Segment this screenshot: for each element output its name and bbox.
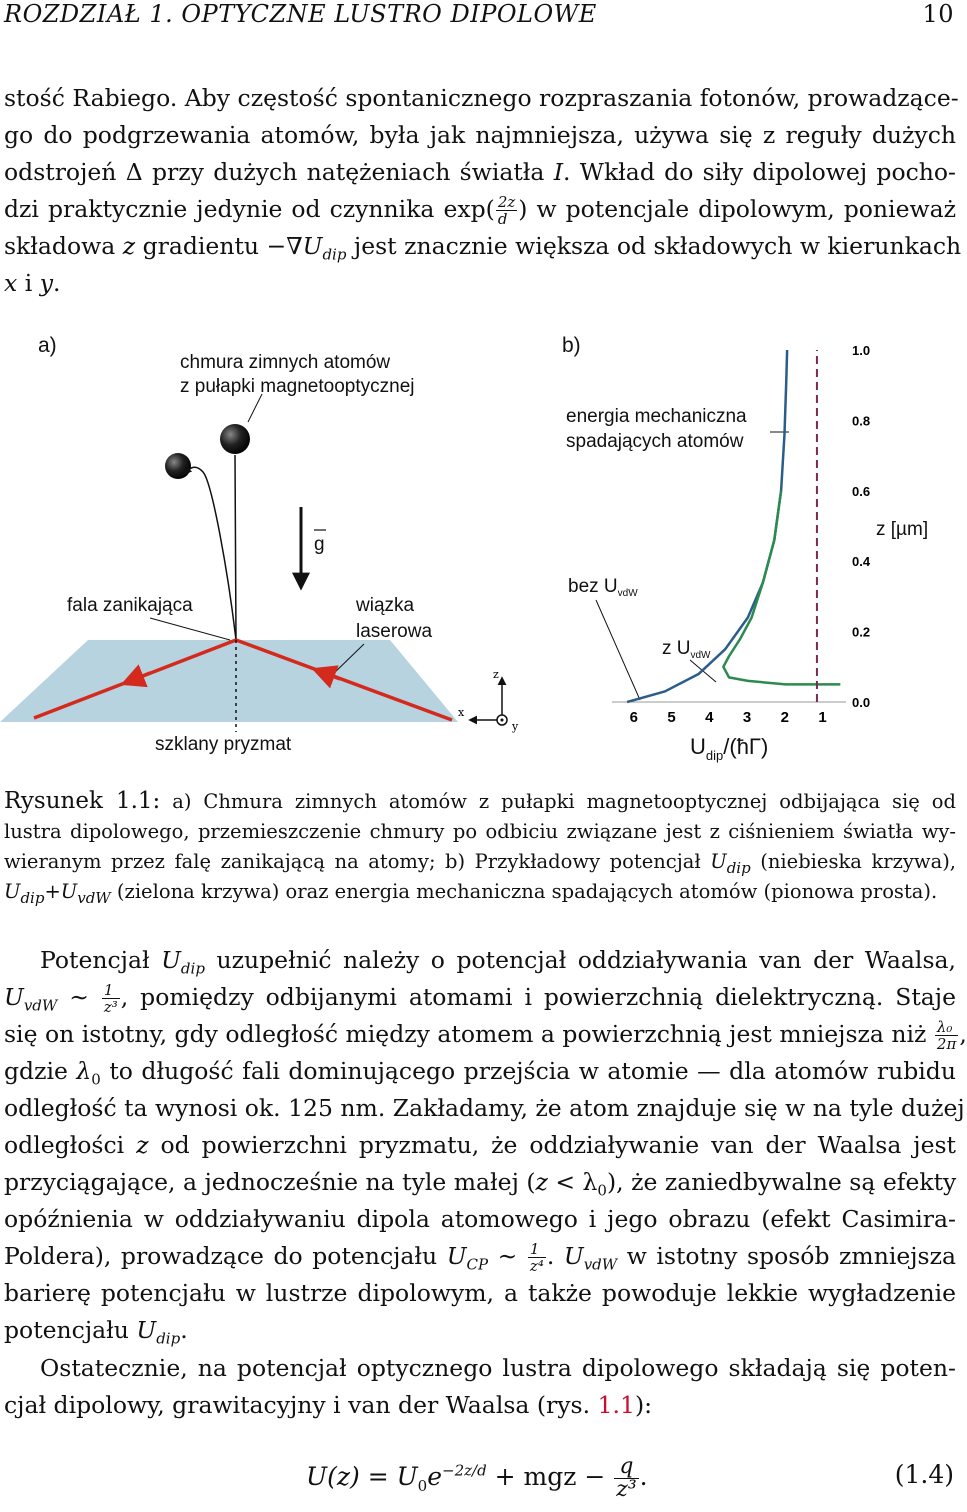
- body-line-8: opóźnienia w oddziaływaniu dipola atomowego i jego obrazu (efekt Casimira-: [4, 1205, 956, 1233]
- intro-line-2: go do podgrzewania atomów, była jak najmniejsza, używa się z reguły dużych: [4, 121, 956, 149]
- text-run: (zielona krzywa) oraz energia mechaniczna spadających atomów (pionowa prosta).: [110, 880, 938, 903]
- delta-symbol: Δ: [125, 158, 143, 186]
- text-run: Potencjał: [40, 946, 162, 974]
- eq-middle: + mgz −: [486, 1462, 614, 1491]
- math-subscript: 0: [597, 1181, 607, 1200]
- text-run: przy dużych natężeniach światła: [142, 158, 554, 186]
- without-vdw-text: bez U: [568, 576, 618, 597]
- energy-label-line-1: energia mechaniczna: [566, 406, 747, 427]
- fraction-numerator: 2z: [497, 193, 516, 211]
- y-tick-label: 0.4: [852, 554, 871, 570]
- body-p2-line-1: Ostatecznie, na potencjał optycznego lustra dipolowego składają się poten-: [40, 1354, 956, 1382]
- body-line-6: [4, 1127, 956, 1164]
- text-run: jest znacznie większa od składowych w kierunkach: [346, 232, 962, 260]
- math-subscript: dip: [322, 245, 347, 264]
- body-paragraph-1: [4, 942, 967, 1349]
- fraction-denominator: z³: [103, 998, 118, 1016]
- caption-line-4: [4, 877, 956, 907]
- text-run: składowa: [4, 232, 123, 260]
- x-axis-title-main: U: [690, 734, 706, 759]
- panel-a-label: a): [38, 334, 57, 357]
- laser-beam-label-1: wiązka: [356, 595, 415, 616]
- math-var: y: [39, 269, 54, 297]
- intro-line-3: [4, 154, 956, 191]
- y-tick-label: 0.2: [852, 624, 871, 640]
- eq-exponent: −2z/d: [442, 1461, 487, 1480]
- figure-caption: [4, 786, 956, 907]
- math-subscript: 0: [91, 1070, 101, 1089]
- figure-1-1: [0, 322, 960, 772]
- with-vdw-sub: vdW: [690, 650, 711, 661]
- fraction: [935, 1019, 958, 1052]
- atom-cloud-ball: [220, 424, 250, 454]
- caption-line-3: [4, 847, 956, 877]
- text-run: cjał dipolowy, grawitacyjny i van der Waalsa (rys.: [4, 1391, 598, 1419]
- cloud-fall-line: [235, 455, 236, 640]
- with-vdw-text: z U: [662, 638, 691, 659]
- axis-y-label: y: [512, 720, 519, 733]
- text-run: odstrojeń: [4, 158, 126, 186]
- caption-lead: Rysunek 1.1:: [4, 788, 161, 814]
- y-tick-label: 0.6: [852, 483, 871, 499]
- intro-line-5: [4, 228, 962, 265]
- fraction: [528, 1241, 546, 1274]
- text-run: ):: [634, 1391, 653, 1419]
- text-run: to długość fali dominującego przejścia w atomie — dla atomów rubidu: [100, 1057, 956, 1085]
- y-tick-label: 0.0: [852, 695, 871, 710]
- intro-line-1: stość Rabiego. Aby częstość spontanicznego rozpraszania fotonów, prowadzące-: [4, 84, 959, 112]
- text-run: (niebieska krzywa),: [750, 850, 956, 873]
- atom-cloud-reflected: [165, 453, 191, 479]
- text-run: ,: [959, 1020, 967, 1048]
- fraction: [102, 982, 120, 1015]
- caption-line-2: lustra dipolowego, przemieszczenie chmury po odbiciu związane jest z ciśnieniem światła wy-: [4, 820, 956, 843]
- eq-lhs: U(z) = U: [306, 1462, 418, 1491]
- math-subscript: dip: [20, 888, 45, 907]
- page-number: 10: [922, 0, 954, 28]
- fraction-numerator: q: [614, 1456, 638, 1479]
- text-run: ) w potencjale dipolowym, ponieważ: [518, 195, 956, 223]
- body-p2-line-2: [4, 1387, 956, 1424]
- running-header: [4, 0, 954, 30]
- z-axis-title: z [µm]: [876, 519, 929, 540]
- cloud-label-pointer: [248, 394, 262, 422]
- without-vdw-label: [568, 576, 638, 599]
- math-var: +U: [44, 880, 78, 903]
- without-vdw-pointer: [596, 600, 640, 700]
- x-tick-label: 1: [818, 709, 827, 726]
- math-var: U: [563, 1242, 584, 1270]
- math-var: z: [122, 232, 136, 260]
- body-line-2: [4, 979, 956, 1016]
- math-var: U: [4, 983, 24, 1011]
- text-run: . Wkład do siły dipolowej pocho-: [563, 158, 956, 186]
- intensity-symbol: I: [553, 158, 564, 186]
- text-run: uzupełnić należy o potencjał oddziaływania van der Waalsa,: [204, 946, 956, 974]
- math-subscript: dip: [180, 959, 205, 978]
- math-var: U: [302, 232, 323, 260]
- y-tick-label: 1.0: [852, 343, 871, 358]
- figure-reference-link[interactable]: 1.1: [597, 1391, 635, 1419]
- chapter-title: ROZDZIAŁ 1. OPTYCZNE LUSTRO DIPOLOWE: [4, 0, 597, 28]
- fraction-denominator: z⁴: [529, 1257, 544, 1275]
- x-tick-label: 5: [667, 709, 676, 726]
- without-vdw-sub: vdW: [617, 588, 638, 599]
- equation-body: [306, 1456, 648, 1501]
- intro-line-4: [4, 191, 956, 228]
- text-run: odległości: [4, 1131, 137, 1159]
- text-run: i: [17, 269, 40, 297]
- equation-number: (1.4): [894, 1460, 954, 1489]
- x-tick-label: 4: [705, 709, 714, 726]
- text-run: przyciągające, a jednocześnie na tyle małej (: [4, 1168, 536, 1196]
- eq-fraction: [614, 1456, 638, 1501]
- text-run: dzi praktycznie jedynie od czynnika exp(: [4, 195, 495, 223]
- eq-end: .: [639, 1462, 648, 1491]
- x-tick-label: 3: [742, 709, 752, 726]
- prism-label: szklany pryzmat: [155, 734, 292, 755]
- x-tick-label: 6: [629, 709, 638, 726]
- math-var: U: [161, 946, 181, 974]
- text-run: ), że zaniedbywalne są efekty: [606, 1168, 957, 1196]
- laser-beam-label-2: laserowa: [356, 621, 433, 642]
- x-axis-title-sub: dip: [705, 748, 724, 763]
- math-subscript: dip: [726, 858, 751, 877]
- panel-b-label: b): [562, 334, 581, 357]
- text-run: ∼: [57, 983, 101, 1011]
- math-subscript: vdW: [23, 996, 58, 1015]
- text-run: .: [546, 1242, 564, 1270]
- gravity-label: g: [314, 534, 325, 555]
- math-var: z: [136, 1131, 149, 1159]
- body-line-9: [4, 1238, 956, 1275]
- math-var: U: [4, 880, 21, 903]
- intro-line-6: [4, 265, 956, 302]
- text-run: Poldera), prowadzące do potencjału: [4, 1242, 447, 1270]
- math-var: U: [446, 1242, 467, 1270]
- cloud-label-line-2: z pułapki magnetooptycznej: [180, 376, 415, 397]
- evanescent-pointer: [150, 618, 230, 640]
- cloud-label-line-1: chmura zimnych atomów: [180, 352, 391, 373]
- math-subscript: vdW: [77, 888, 111, 907]
- glass-prism: [0, 640, 458, 722]
- fraction-denominator: 2π: [936, 1035, 957, 1053]
- body-line-7: [4, 1164, 956, 1201]
- body-line-5: odległość ta wynosi ok. 125 nm. Zakładamy, że atom znajduje się w na tyle dużej: [4, 1094, 965, 1122]
- text-run: < λ: [547, 1168, 598, 1196]
- text-run: gradientu −∇: [135, 232, 303, 260]
- math-subscript: CP: [466, 1255, 489, 1274]
- text-run: .: [180, 1316, 188, 1344]
- fraction-numerator: 1: [102, 982, 120, 999]
- math-var: U: [136, 1316, 157, 1344]
- text-run: się on istotny, gdy odległość między atomem a powierzchnią jest mniejsza niż: [4, 1020, 934, 1048]
- x-axis-title: [690, 734, 768, 763]
- figure-svg: [0, 322, 960, 772]
- body-paragraph-2: [4, 1350, 956, 1424]
- y-tick-label: 0.8: [852, 413, 871, 429]
- text-run: w istotny sposób zmniejsza: [617, 1242, 957, 1270]
- body-line-4: [4, 1053, 956, 1090]
- text-run: a) Chmura zimnych atomów z pułapki magnetooptycznej odbijająca się od: [160, 790, 956, 813]
- equation-1-4: [0, 1448, 960, 1508]
- axis-x-label: x: [458, 706, 465, 719]
- text-run: .: [53, 269, 61, 297]
- fraction-denominator: d: [497, 210, 508, 228]
- energy-label-line-2: spadających atomów: [566, 431, 744, 452]
- fraction-denominator: z³: [616, 1477, 637, 1502]
- math-var: λ: [76, 1057, 92, 1085]
- text-run: ∼: [488, 1242, 527, 1270]
- with-vdw-label: [662, 638, 711, 661]
- text-run: od powierzchni pryzmatu, że oddziaływanie van der Waalsa jest: [148, 1131, 956, 1159]
- math-subscript: vdW: [583, 1255, 618, 1274]
- fraction-numerator: λ₀: [935, 1019, 958, 1036]
- text-run: gdzie: [4, 1057, 77, 1085]
- text-run: wieranym przez falę zanikającą na atomy; b) Przykładowy potencjał: [4, 850, 711, 873]
- math-var: x: [4, 269, 18, 297]
- eq-subscript: 0: [417, 1477, 428, 1495]
- intro-paragraph: [4, 80, 962, 302]
- eq-exp-base: e: [427, 1462, 443, 1491]
- math-var: z: [535, 1168, 548, 1196]
- exp-fraction: [496, 194, 517, 227]
- body-line-10: barierę potencjału w lustrze dipolowym, a także powoduje lekkie wygładzenie: [4, 1279, 956, 1307]
- vdw-curve: [723, 491, 840, 685]
- axis-y-dot: [501, 719, 504, 722]
- evanescent-wave-label: fala zanikająca: [67, 595, 193, 616]
- math-var: U: [710, 850, 727, 873]
- body-line-1: [4, 942, 956, 979]
- x-tick-label: 2: [780, 709, 789, 726]
- text-run: , pomiędzy odbijanymi atomami i powierzchnią dielektryczną. Staje: [120, 983, 956, 1011]
- body-line-3: [4, 1016, 967, 1053]
- body-line-11: [4, 1312, 956, 1349]
- text-run: potencjału: [4, 1316, 137, 1344]
- fraction-numerator: 1: [528, 1241, 546, 1258]
- math-subscript: dip: [156, 1329, 181, 1348]
- potential-chart: [612, 343, 871, 726]
- x-axis-title-tail: /(ħΓ): [723, 734, 769, 759]
- caption-line-1: [4, 786, 956, 817]
- axis-z-label: z: [493, 668, 499, 681]
